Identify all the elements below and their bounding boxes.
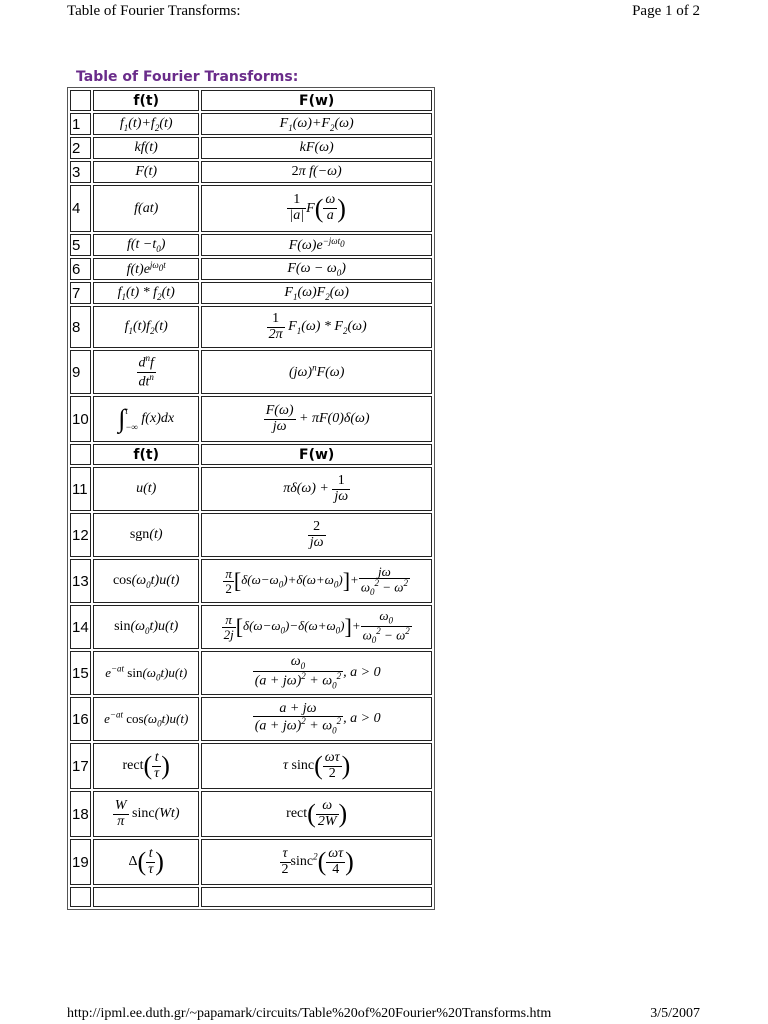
row-number: 5 [70,234,91,256]
time-function: $f_1(t)f_2(t)$ [93,306,199,348]
frequency-function: $(j\omega)^nF(\omega)$ [201,350,432,394]
frequency-function: 2π f(−ω) [201,161,432,183]
frequency-function-empty [201,887,432,907]
table-row [70,306,432,348]
table-row [70,234,432,256]
frequency-function: rect( $\frac{\omega}{2W}$ ) [201,791,432,837]
row-number: 7 [70,282,91,304]
frequency-function: $F_1(\omega)+F_2(\omega)$ [201,113,432,135]
row-number: 12 [70,513,91,557]
frequency-function: τ sinc( $\frac{\omega\tau}{2}$ ) [201,743,432,789]
table-row [70,396,432,442]
time-function: $\frac{d^nf}{dt^n}$ [93,350,199,394]
frequency-function: $\frac{\omega_0}{(a + j\omega)^2 + \omega_0^2}$ , a > 0 [201,651,432,695]
print-footer-date: 3/5/2007 [650,1006,700,1021]
frequency-function: πδ(ω) + $\frac{1}{j\omega}$ [201,467,432,511]
table-row [70,467,432,511]
time-function: $\cos(\omega_0t)u(t)$ [93,559,199,603]
table-row [70,282,432,304]
table-row [70,651,432,695]
header-fw: F(w) [201,444,432,465]
time-function: u(t) [93,467,199,511]
frequency-function: $\frac{\pi}{2}$ $[\delta(\omega-\omega_0)+\delta(\omega+\omega_0)]+$ $\frac{j\omega}{\omega_0^2 - \omega^2}$ [201,559,432,603]
table-header-row [70,90,432,111]
frequency-function: $F(\omega)e^{-j\omega t_0}$ [201,234,432,256]
table-row [70,185,432,232]
table-row [70,161,432,183]
row-number: 3 [70,161,91,183]
frequency-function: $\frac{1}{2\pi}$ $F_1(\omega) * F_2(\omega)$ [201,306,432,348]
row-number: 9 [70,350,91,394]
time-function: $\sin(\omega_0t)u(t)$ [93,605,199,649]
table-row [70,743,432,789]
time-function: ∫t −∞ f(x)dx [93,396,199,442]
table-row [70,791,432,837]
table-row [70,137,432,159]
header-fw: F(w) [201,90,432,111]
header-ft: f(t) [93,444,199,465]
table-row [70,839,432,885]
table-row-cut-off [70,887,432,907]
row-number: 13 [70,559,91,603]
time-function: $f_1(t) * f_2(t)$ [93,282,199,304]
fourier-transform-table [67,87,435,910]
row-number: 4 [70,185,91,232]
time-function: sgn(t) [93,513,199,557]
frequency-function: $\frac{\tau}{2}$ sinc$^2$( $\frac{\omega\tau}{4}$ ) [201,839,432,885]
table-row [70,513,432,557]
time-function: $\frac{W}{\pi}$ sinc(Wt) [93,791,199,837]
row-number: 2 [70,137,91,159]
header-ft: f(t) [93,90,199,111]
row-number: 19 [70,839,91,885]
frequency-function: $\frac{a + j\omega}{(a + j\omega)^2 + \omega_0^2}$ , a > 0 [201,697,432,741]
time-function: kf(t) [93,137,199,159]
fourier-table-container [67,87,435,953]
time-function: f(at) [93,185,199,232]
table-row [70,350,432,394]
time-function: $f(t)e^{j\omega_0t}$ [93,258,199,280]
time-function: $e^{-at}$ $\cos(\omega_0t)u(t)$ [93,697,199,741]
header-number-cell [70,444,91,465]
row-number: 6 [70,258,91,280]
table-row [70,258,432,280]
time-function: rect( $\frac{t}{\tau}$ ) [93,743,199,789]
row-number: 18 [70,791,91,837]
frequency-function: $\frac{1}{|a|}$ F( $\frac{\omega}{a}$ ) [201,185,432,232]
time-function: $f_1(t)+f_2(t)$ [93,113,199,135]
frequency-function: $\frac{\pi}{2j}$ $[\delta(\omega-\omega_0)-\delta(\omega+\omega_0)]+$ $\frac{\omega_0}{\omega_0^2 - \omega^2}$ [201,605,432,649]
frequency-function: $F(\omega - \omega_0)$ [201,258,432,280]
frequency-function: $\frac{2}{j\omega}$ [201,513,432,557]
row-number: 10 [70,396,91,442]
row-number: 16 [70,697,91,741]
table-row [70,605,432,649]
print-header-title: Table of Fourier Transforms: [67,3,241,19]
row-number: 11 [70,467,91,511]
frequency-function: $F_1(\omega)F_2(\omega)$ [201,282,432,304]
header-number-cell [70,90,91,111]
table-title: Table of Fourier Transforms: [76,69,299,85]
row-number-empty [70,887,91,907]
row-number: 17 [70,743,91,789]
time-function: $e^{-at}$ $\sin(\omega_0t)u(t)$ [93,651,199,695]
time-function: $f(t -t_0)$ [93,234,199,256]
table-row [70,113,432,135]
row-number: 14 [70,605,91,649]
row-number: 1 [70,113,91,135]
time-function-empty [93,887,199,907]
table-header-row [70,444,432,465]
row-number: 8 [70,306,91,348]
print-page-number: Page 1 of 2 [632,3,700,19]
table-row [70,697,432,741]
print-footer-url: http://ipml.ee.duth.gr/~papamark/circuits/Table%20of%20Fourier%20Transforms.htm [67,1006,552,1021]
time-function: Δ( $\frac{t}{\tau}$ ) [93,839,199,885]
time-function: F(t) [93,161,199,183]
frequency-function: kF(ω) [201,137,432,159]
table-row [70,559,432,603]
frequency-function: $\frac{F(\omega)}{j\omega}$ + πF(0)δ(ω) [201,396,432,442]
row-number: 15 [70,651,91,695]
